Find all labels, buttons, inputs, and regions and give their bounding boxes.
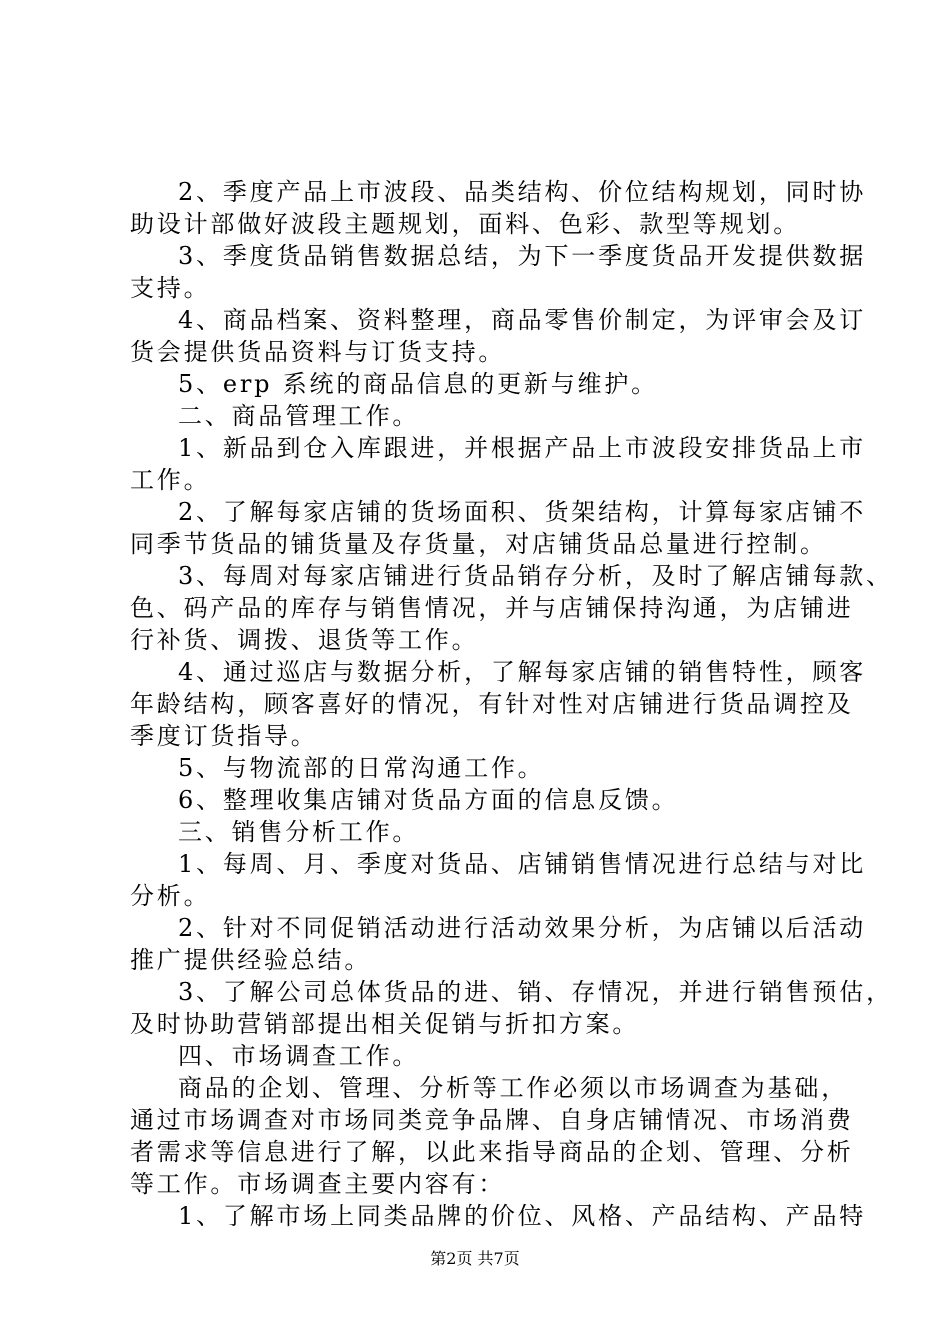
text-line: 5、erp 系统的商品信息的更新与维护。 [178,370,658,398]
text-line: 支持。 [130,274,211,302]
text-line: 4、商品档案、资料整理，商品零售价制定，为评审会及订 [178,306,867,334]
text-line: 同季节货品的铺货量及存货量，对店铺货品总量进行控制。 [130,530,827,558]
document-body [130,176,893,1232]
text-line: 色、码产品的库存与销售情况，并与店铺保持沟通，为店铺进 [130,594,854,622]
text-line: 季度订货指导。 [130,722,318,750]
text-line: 4、通过巡店与数据分析，了解每家店铺的销售特性，顾客 [178,658,867,686]
text-line: 通过市场调查对市场同类竞争品牌、自身店铺情况、市场消费 [130,1106,854,1134]
text-line: 三、销售分析工作。 [178,818,420,846]
text-line: 行补货、调拨、退货等工作。 [130,626,479,654]
text-line: 等工作。市场调查主要内容有： [130,1170,506,1198]
text-line: 3、每周对每家店铺进行货品销存分析，及时了解店铺每款、 [178,562,893,590]
text-line: 者需求等信息进行了解，以此来指导商品的企划、管理、分析 [130,1138,854,1166]
page-footer: 第2页 共7页 [430,1249,520,1268]
text-line: 助设计部做好波段主题规划，面料、色彩、款型等规划。 [130,210,800,238]
text-line: 二、商品管理工作。 [178,402,420,430]
text-line: 推广提供经验总结。 [130,946,372,974]
text-line: 分析。 [130,882,211,910]
text-line: 2、了解每家店铺的货场面积、货架结构，计算每家店铺不 [178,498,867,526]
text-line: 3、了解公司总体货品的进、销、存情况，并进行销售预估， [178,978,893,1006]
text-line: 工作。 [130,466,211,494]
text-line: 货会提供货品资料与订货支持。 [130,338,506,366]
text-line: 2、针对不同促销活动进行活动效果分析，为店铺以后活动 [178,914,867,942]
text-line: 1、了解市场上同类品牌的价位、风格、产品结构、产品特 [178,1202,867,1230]
text-line: 及时协助营销部提出相关促销与折扣方案。 [130,1010,640,1038]
text-line: 2、季度产品上市波段、品类结构、价位结构规划，同时协 [178,178,867,206]
text-line: 1、每周、月、季度对货品、店铺销售情况进行总结与对比 [178,850,867,878]
text-line: 四、市场调查工作。 [178,1042,420,1070]
text-line: 3、季度货品销售数据总结，为下一季度货品开发提供数据 [178,242,867,270]
text-line: 1、新品到仓入库跟进，并根据产品上市波段安排货品上市 [178,434,867,462]
text-line: 6、整理收集店铺对货品方面的信息反馈。 [178,786,679,814]
text-line: 5、与物流部的日常沟通工作。 [178,754,545,782]
text-line: 年龄结构，顾客喜好的情况，有针对性对店铺进行货品调控及 [130,690,854,718]
text-line: 商品的企划、管理、分析等工作必须以市场调查为基础， [178,1074,848,1102]
